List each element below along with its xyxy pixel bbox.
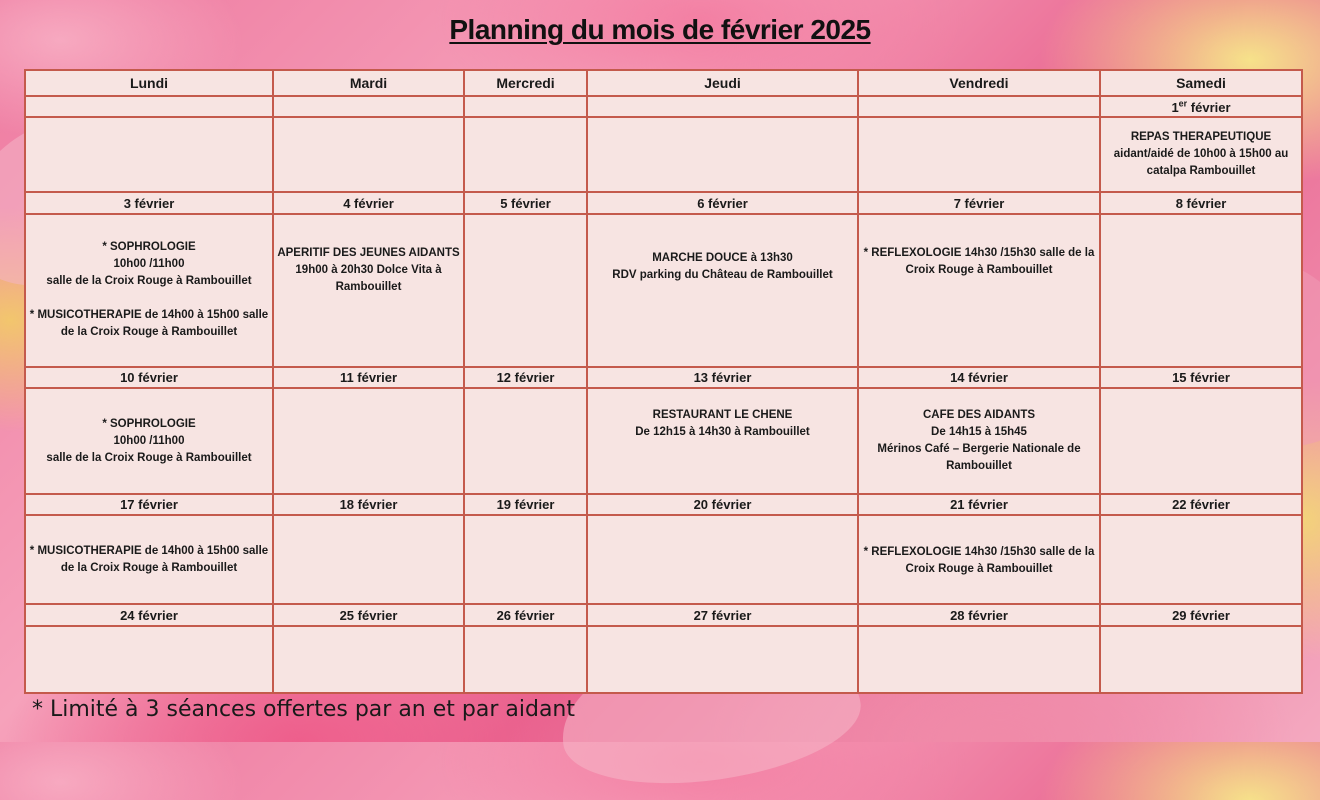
date-cell: 10 février: [25, 367, 273, 388]
event-cell: [1100, 117, 1302, 192]
event-text: * SOPHROLOGIE: [102, 241, 196, 254]
event-cell: [273, 388, 464, 494]
date-cell: 18 février: [273, 494, 464, 515]
event-cell: [587, 515, 858, 604]
event-row: [25, 626, 1302, 693]
weekday-header-friday: Vendredi: [858, 70, 1100, 96]
event-cell: [858, 388, 1100, 494]
event-text: de la Croix Rouge à Rambouillet: [60, 326, 238, 339]
event-cell: [25, 515, 273, 604]
date-row: [25, 604, 1302, 625]
event-cell: [1100, 626, 1302, 693]
event-cell: [25, 626, 273, 693]
event-text: * MUSICOTHERAPIE de 14h00 à 15h00 salle: [29, 309, 269, 322]
event-text: * REFLEXOLOGIE 14h30 /15h30 salle de la: [863, 246, 1095, 259]
date-cell: [1100, 96, 1302, 117]
date-cell: 27 février: [587, 604, 858, 625]
event-text: REPAS THERAPEUTIQUE: [1130, 131, 1272, 144]
event-cell: [464, 515, 587, 604]
event-cell: [587, 388, 858, 494]
date-cell: 21 février: [858, 494, 1100, 515]
date-row: [25, 96, 1302, 117]
event-cell: [858, 214, 1100, 368]
date-cell: 7 février: [858, 192, 1100, 213]
event-text: Croix Rouge à Rambouillet: [905, 563, 1053, 576]
page-title: Planning du mois de février 2025: [449, 14, 871, 45]
date-cell: 19 février: [464, 494, 587, 515]
weekday-header-row: [25, 70, 1302, 96]
event-text: De 14h15 à 15h45: [931, 426, 1027, 439]
event-text: Rambouillet: [946, 460, 1012, 473]
event-row: [25, 214, 1302, 368]
event-text: RESTAURANT LE CHENE: [652, 409, 793, 422]
event-text: Croix Rouge à Rambouillet: [905, 263, 1053, 276]
calendar-table: [24, 69, 1303, 694]
event-cell: [1100, 515, 1302, 604]
weekday-header-thursday: Jeudi: [587, 70, 858, 96]
weekday-header-tuesday: Mardi: [273, 70, 464, 96]
event-text: CAFE DES AIDANTS: [922, 409, 1036, 422]
date-cell: 13 février: [587, 367, 858, 388]
event-text: catalpa Rambouillet: [1146, 165, 1256, 178]
date-cell: 5 février: [464, 192, 587, 213]
event-cell: [25, 117, 273, 192]
event-cell: [25, 388, 273, 494]
event-cell: [1100, 388, 1302, 494]
date-cell: 20 février: [587, 494, 858, 515]
event-row: [25, 388, 1302, 494]
event-text: Rambouillet: [335, 280, 402, 293]
event-cell: [587, 626, 858, 693]
event-row: [25, 117, 1302, 192]
event-cell: [858, 515, 1100, 604]
event-text: 19h00 à 20h30 Dolce Vita à: [295, 263, 442, 276]
date-cell: 12 février: [464, 367, 587, 388]
date-cell: 15 février: [1100, 367, 1302, 388]
event-cell: [464, 117, 587, 192]
event-cell: [587, 214, 858, 368]
date-cell: 24 février: [25, 604, 273, 625]
event-cell: [858, 117, 1100, 192]
event-spacer: [28, 290, 270, 307]
date-cell: 6 février: [587, 192, 858, 213]
event-text: salle de la Croix Rouge à Rambouillet: [46, 275, 252, 288]
event-text: * REFLEXOLOGIE 14h30 /15h30 salle de la: [863, 546, 1095, 559]
event-text: De 12h15 à 14h30 à Rambouillet: [635, 426, 810, 439]
date-cell: 8 février: [1100, 192, 1302, 213]
date-cell: 4 février: [273, 192, 464, 213]
date-cell: 3 février: [25, 192, 273, 213]
event-text: 10h00 /11h00: [113, 258, 185, 271]
date-cell: 26 février: [464, 604, 587, 625]
event-cell: [273, 214, 464, 368]
date-row: [25, 494, 1302, 515]
date-row: [25, 367, 1302, 388]
weekday-header-saturday: Samedi: [1100, 70, 1302, 96]
event-text: * SOPHROLOGIE: [102, 417, 196, 430]
date-label: 1er février: [1171, 98, 1231, 115]
event-cell: [273, 515, 464, 604]
event-text: MARCHE DOUCE à 13h30: [652, 251, 793, 264]
date-cell: 14 février: [858, 367, 1100, 388]
event-text: salle de la Croix Rouge à Rambouillet: [46, 451, 252, 464]
date-cell: [464, 96, 587, 117]
event-cell: [464, 388, 587, 494]
date-cell: [587, 96, 858, 117]
footnote: * Limité à 3 séances offertes par an et par aidant: [32, 697, 575, 722]
date-cell: 17 février: [25, 494, 273, 515]
event-text: de la Croix Rouge à Rambouillet: [60, 561, 238, 574]
date-cell: 25 février: [273, 604, 464, 625]
date-cell: 28 février: [858, 604, 1100, 625]
date-cell: 11 février: [273, 367, 464, 388]
event-cell: [25, 214, 273, 368]
event-cell: [464, 214, 587, 368]
event-cell: [273, 117, 464, 192]
date-cell: [25, 96, 273, 117]
weekday-header-monday: Lundi: [25, 70, 273, 96]
event-cell: [858, 626, 1100, 693]
event-cell: [1100, 214, 1302, 368]
date-cell: [273, 96, 464, 117]
event-text: RDV parking du Château de Rambouillet: [612, 268, 833, 281]
event-text: Mérinos Café – Bergerie Nationale de: [877, 443, 1081, 456]
date-cell: [858, 96, 1100, 117]
weekday-header-wednesday: Mercredi: [464, 70, 587, 96]
event-cell: [587, 117, 858, 192]
event-cell: [273, 626, 464, 693]
event-text: aidant/aidé de 10h00 à 15h00 au: [1113, 148, 1289, 161]
event-text: APERITIF DES JEUNES AIDANTS: [277, 246, 460, 259]
event-text: 10h00 /11h00: [113, 434, 185, 447]
date-cell: 29 février: [1100, 604, 1302, 625]
date-row: [25, 192, 1302, 213]
event-row: [25, 515, 1302, 604]
event-cell: [464, 626, 587, 693]
date-cell: 22 février: [1100, 494, 1302, 515]
event-text: * MUSICOTHERAPIE de 14h00 à 15h00 salle: [29, 544, 269, 557]
